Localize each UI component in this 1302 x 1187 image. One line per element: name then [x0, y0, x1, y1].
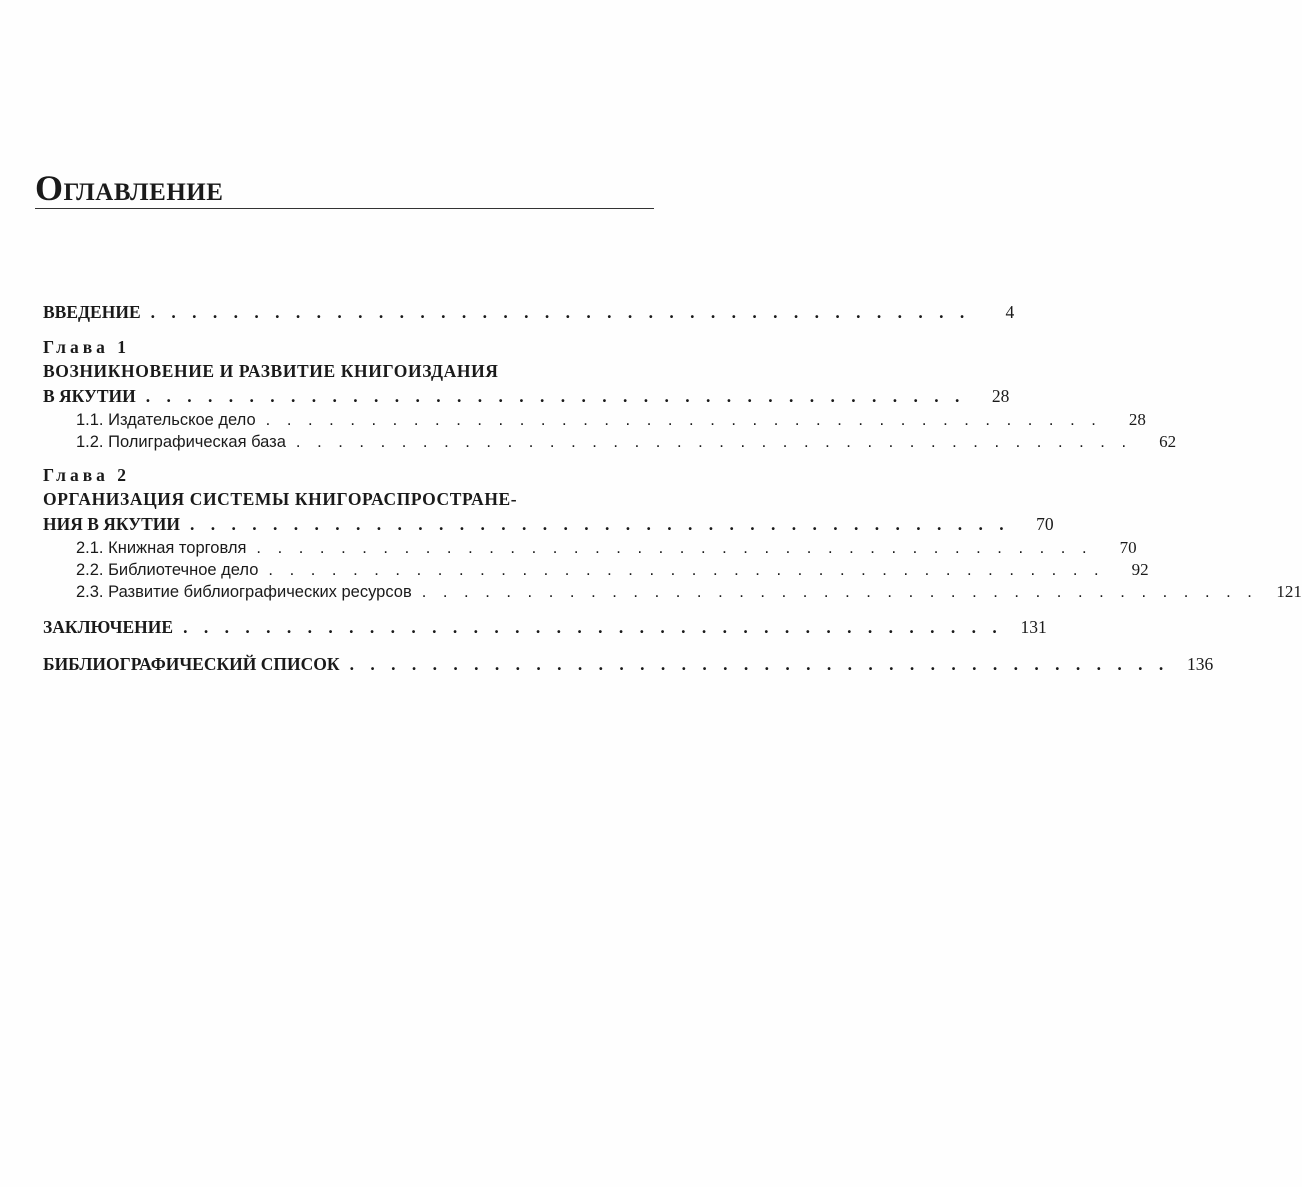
dot-leader: . . . . . . . . . . . . . . . . . . . . . . . . . . . . . . . . . . . . . . . .: [265, 411, 1102, 429]
dot-leader: . . . . . . . . . . . . . . . . . . . . . . . . . . . . . . . . . . . . . . . .: [190, 514, 1010, 534]
section-label: 2.1. Книжная торговля: [76, 539, 247, 557]
toc-entry-label: ВВЕДЕНИЕ: [43, 302, 141, 322]
toc-entry-label: БИБЛИОГРАФИЧЕСКИЙ СПИСОК: [43, 654, 340, 674]
toc-entry-bibliography[interactable]: [43, 652, 1214, 677]
toc-page-number: 70: [1036, 514, 1054, 534]
section-label: 1.2. Полиграфическая база: [76, 433, 286, 451]
dot-leader: . . . . . . . . . . . . . . . . . . . . . . . . . . . . . . . . . . . . . . . .: [183, 617, 1003, 637]
toc-page-number: 136: [1186, 654, 1214, 674]
chapter-1-heading-line2: В ЯКУТИИ: [43, 386, 136, 406]
toc-page-number: 131: [1020, 617, 1047, 637]
dot-leader: . . . . . . . . . . . . . . . . . . . . . . . . . . . . . . . . . . . . . . . .: [421, 583, 1258, 601]
toc-entry-section-1-1[interactable]: [43, 409, 1146, 431]
toc-entry-label: ЗАКЛЮЧЕНИЕ: [43, 617, 174, 637]
dot-leader: . . . . . . . . . . . . . . . . . . . . . . . . . . . . . . . . . . . . . . . .: [295, 433, 1133, 451]
section-label: 2.2. Библиотечное дело: [76, 561, 259, 579]
dot-leader: . . . . . . . . . . . . . . . . . . . . . . . . . . . . . . . . . . . . . . . .: [145, 386, 966, 406]
toc-entry-section-1-2[interactable]: [43, 431, 1177, 453]
dot-leader: . . . . . . . . . . . . . . . . . . . . . . . . . . . . . . . . . . . . . . . .: [349, 654, 1170, 674]
toc-page-number: 28: [1128, 410, 1146, 429]
section-label: 1.1. Издательское дело: [76, 411, 256, 429]
table-of-contents: [43, 300, 1302, 677]
chapter-2-heading-line1[interactable]: ОРГАНИЗАЦИЯ СИСТЕМЫ КНИГОРАСПРОСТРАНЕ-: [43, 489, 518, 509]
page-title: Оглавление: [35, 168, 224, 208]
chapter-2-heading-line2: НИЯ В ЯКУТИИ: [43, 514, 181, 534]
chapter-1-label: Глава 1: [43, 337, 131, 357]
toc-entry-chapter-2[interactable]: [43, 512, 1054, 537]
toc-page-number: 121: [1276, 582, 1302, 601]
toc-page-number: 92: [1131, 560, 1149, 579]
title-rule: [35, 208, 654, 209]
dot-leader: . . . . . . . . . . . . . . . . . . . . . . . . . . . . . . . . . . . . . . . .: [268, 561, 1105, 579]
chapter-1-heading-line1[interactable]: ВОЗНИКНОВЕНИЕ И РАЗВИТИЕ КНИГОИЗДАНИЯ: [43, 361, 499, 381]
toc-entry-section-2-1[interactable]: [43, 537, 1137, 559]
toc-entry-conclusion[interactable]: [43, 615, 1047, 640]
toc-entry-section-2-2[interactable]: [43, 559, 1149, 581]
toc-page-number: 62: [1159, 432, 1177, 451]
toc-entry-chapter-1[interactable]: [43, 384, 1010, 409]
section-label: 2.3. Развитие библиографических ресурсов: [76, 583, 412, 601]
dot-leader: . . . . . . . . . . . . . . . . . . . . . . . . . . . . . . . . . . . . . . . .: [150, 302, 971, 322]
toc-entry-section-2-3[interactable]: [43, 581, 1302, 603]
toc-page-number: 70: [1119, 538, 1137, 557]
chapter-2-label: Глава 2: [43, 465, 131, 485]
dot-leader: . . . . . . . . . . . . . . . . . . . . . . . . . . . . . . . . . . . . . . . .: [256, 539, 1093, 557]
toc-page-number: 4: [1005, 302, 1015, 322]
toc-page-number: 28: [991, 386, 1010, 406]
toc-entry-intro[interactable]: [43, 300, 1015, 325]
